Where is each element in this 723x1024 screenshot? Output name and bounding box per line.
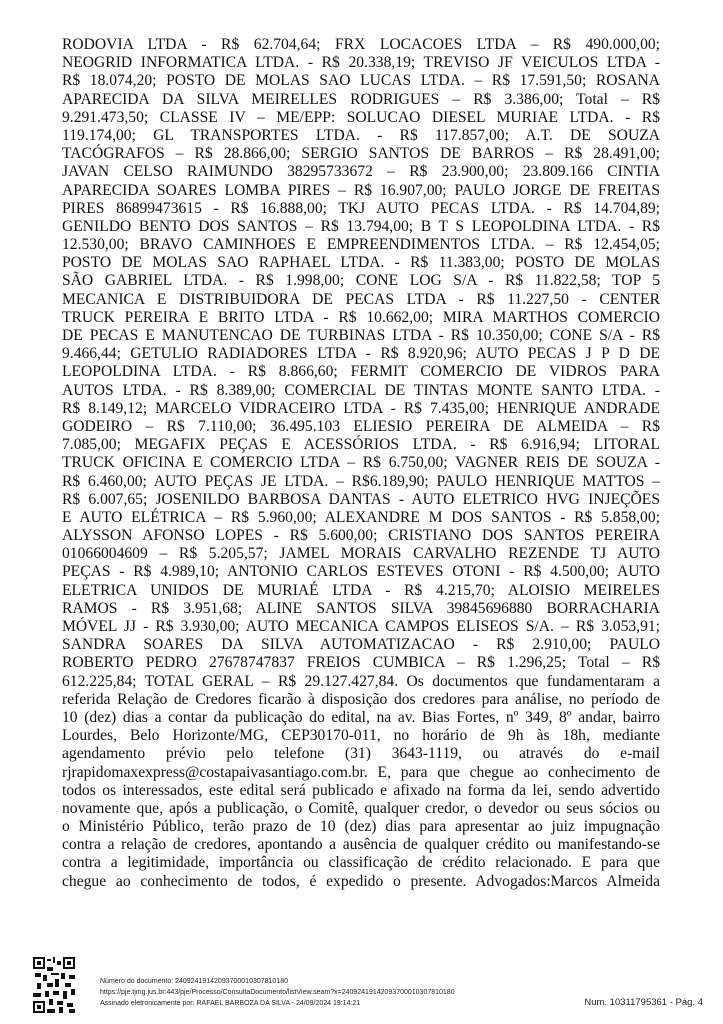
text-line: GENILDO BENTO DOS SANTOS – R$ 13.794,00; B T S LEOPOLDINA LTDA. - R$	[62, 217, 660, 235]
text-line: DE PECAS E MANUTENCAO DE TURBINAS LTDA - R$ 10.350,00; CONE S/A - R$	[62, 327, 660, 344]
text-line: 9.291.473,50; CLASSE IV – ME/EPP: SOLUCAO DIESEL MURIAE LTDA. - R$	[62, 108, 660, 126]
text-line: NEOGRID INFORMATICA LTDA. - R$ 20.338,19; TREVISO JF VEICULOS LTDA -	[62, 54, 660, 72]
text-line: 612.225,84; TOTAL GERAL – R$ 29.127.427,84. Os documentos que fundamentaram a	[62, 672, 660, 690]
signature-info: Assinado eletronicamente por: RAFAEL BARBOZA DA SILVA - 24/09/2024 19:14:21	[100, 1000, 361, 1007]
text-line: RAMOS - R$ 3.951,68; ALINE SANTOS SILVA 39845696880 BORRACHARIA	[62, 599, 660, 617]
text-line: RODOVIA LTDA - R$ 62.704,64; FRX LOCACOES LTDA – R$ 490.000,00;	[62, 36, 660, 53]
text-line: 12.530,00; BRAVO CAMINHOES E EMPREENDIMENTOS LTDA. – R$ 12.454,05;	[62, 236, 660, 254]
text-line: chegue ao conhecimento de todos, é expedido o presente. Advogados:Marcos Almeida	[62, 872, 660, 890]
text-line: R$ 6.007,65; JOSENILDO BARBOSA DANTAS - AUTO ELETRICO HVG INJEÇÕES	[62, 490, 660, 508]
text-line: novamente que, após a publicação, o Comitê, qualquer credor, o devedor ou seus sócios ou	[62, 799, 660, 817]
document-number: Número do documento: 24092419142093700010307810180	[100, 978, 288, 985]
text-line: TACÓGRAFOS – R$ 28.866,00; SERGIO SANTOS DE BARROS – R$ 28.491,00;	[62, 145, 660, 163]
text-line: referida Relação de Credores ficarão à disposição dos credores para análise, no período de	[62, 690, 660, 708]
text-line: R$ 18.074,20; POSTO DE MOLAS SAO LUCAS LTDA. – R$ 17.591,50; ROSANA	[62, 72, 660, 90]
text-line: contra a relação de credores, apontando a ausência de qualquer crédito ou manifestando-se	[62, 836, 660, 854]
text-line: o Ministério Público, terão prazo de 10 (dez) dias para apresentar ao juiz impugnação	[62, 818, 660, 836]
text-line: agendamento prévio pelo telefone (31) 3643-1119, ou através do e-mail	[62, 745, 660, 763]
text-line: R$ 8.149,12; MARCELO VIDRACEIRO LTDA - R$ 7.435,00; HENRIQUE ANDRADE	[62, 399, 660, 417]
text-line: Lourdes, Belo Horizonte/MG, CEP30170-011, no horário de 9h às 18h, mediante	[62, 727, 660, 745]
text-line: PIRES 86899473615 - R$ 16.888,00; TKJ AUTO PECAS LTDA. - R$ 14.704,89;	[62, 199, 660, 217]
text-line: 9.466,44; GETULIO RADIADORES LTDA - R$ 8.920,96; AUTO PECAS J P D DE	[62, 345, 660, 363]
text-line: MECANICA E DISTRIBUIDORA DE PECAS LTDA - R$ 11.227,50 - CENTER	[62, 290, 660, 308]
text-line: ALYSSON AFONSO LOPES - R$ 5.600,00; CRISTIANO DOS SANTOS PEREIRA	[62, 527, 660, 545]
text-line: 10 (dez) dias a contar da publicação do edital, na av. Bias Fortes, nº 349, 8º andar, bairro	[62, 708, 660, 726]
text-line: LEOPOLDINA LTDA. - R$ 8.866,60; FERMIT COMERCIO DE VIDROS PARA	[62, 363, 660, 381]
text-line: SÃO GABRIEL LTDA. - R$ 1.998,00; CONE LOG S/A - R$ 11.822,58; TOP 5	[62, 272, 660, 290]
document-body	[62, 36, 660, 891]
text-line: contra a legitimidade, importância ou classificação de crédito relacionado. E para que	[62, 854, 660, 872]
qr-code-icon	[33, 957, 75, 1013]
text-line: ROBERTO PEDRO 27678747837 FREIOS CUMBICA – R$ 1.296,25; Total – R$	[62, 654, 660, 672]
document-footer	[0, 955, 723, 1024]
text-line: TRUCK OFICINA E COMERCIO LTDA – R$ 6.750,00; VAGNER REIS DE SOUZA -	[62, 454, 660, 472]
text-line: E AUTO ELÉTRICA – R$ 5.960,00; ALEXANDRE M DOS SANTOS - R$ 5.858,00;	[62, 508, 660, 526]
text-line: 01066004609 – R$ 5.205,57; JAMEL MORAIS CARVALHO REZENDE TJ AUTO	[62, 545, 660, 563]
page-number: Num. 10311795361 - Pág. 4	[584, 997, 703, 1008]
text-line: APARECIDA DA SILVA MEIRELLES RODRIGUES – R$ 3.386,00; Total – R$	[62, 90, 660, 108]
text-line: todos os interessados, este edital será publicado e afixado na forma da lei, sendo advertido	[62, 781, 660, 799]
text-line: R$ 6.460,00; AUTO PEÇAS JE LTDA. – R$6.189,90; PAULO HENRIQUE MATTOS –	[62, 472, 660, 490]
text-line: 7.085,00; MEGAFIX PEÇAS E ACESSÓRIOS LTDA. - R$ 6.916,94; LITORAL	[62, 436, 660, 454]
text-line: MÓVEL JJ - R$ 3.930,00; AUTO MECANICA CAMPOS ELISEOS S/A. – R$ 3.053,91;	[62, 618, 660, 635]
text-line: AUTOS LTDA. - R$ 8.389,00; COMERCIAL DE TINTAS MONTE SANTO LTDA. -	[62, 381, 660, 399]
text-line: rjrapidomaxexpress@costapaivasantiago.com.br. E, para que chegue ao conhecimento de	[62, 763, 660, 781]
text-line: ELETRICA UNIDOS DE MURIAÉ LTDA - R$ 4.215,70; ALOISIO MEIRELES	[62, 581, 660, 599]
text-line: PEÇAS - R$ 4.989,10; ANTONIO CARLOS ESTEVES OTONI - R$ 4.500,00; AUTO	[62, 563, 660, 581]
text-line: TRUCK PEREIRA E BRITO LTDA - R$ 10.662,00; MIRA MARTHOS COMERCIO	[62, 308, 660, 326]
text-line: JAVAN CELSO RAIMUNDO 38295733672 – R$ 23.900,00; 23.809.166 CINTIA	[62, 163, 660, 181]
text-line: POSTO DE MOLAS SAO RAPHAEL LTDA. - R$ 11.383,00; POSTO DE MOLAS	[62, 254, 660, 272]
document-url[interactable]: https://pje.tjmg.jus.br:443/pje/Processo/ConsultaDocumento/listView.seam?x=24092419142093700010307810180	[100, 989, 455, 996]
text-line: APARECIDA SOARES LOMBA PIRES – R$ 16.907,00; PAULO JORGE DE FREITAS	[62, 181, 660, 199]
text-line: 119.174,00; GL TRANSPORTES LTDA. - R$ 117.857,00; A.T. DE SOUZA	[62, 126, 660, 144]
text-line: GODEIRO – R$ 7.110,00; 36.495.103 ELIESIO PEREIRA DE ALMEIDA – R$	[62, 417, 660, 435]
text-line: SANDRA SOARES DA SILVA AUTOMATIZACAO - R$ 2.910,00; PAULO	[62, 636, 660, 654]
